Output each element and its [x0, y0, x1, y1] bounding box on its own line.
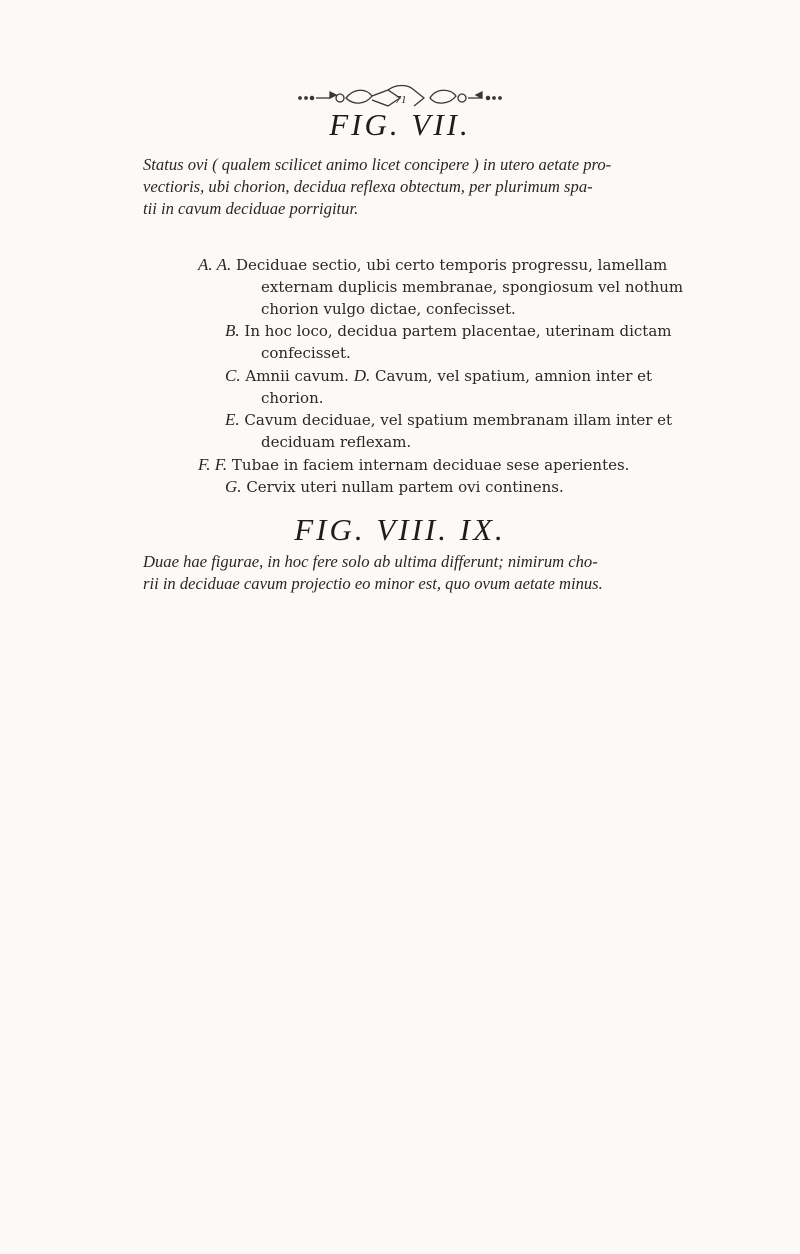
figure-7-caption	[143, 154, 763, 220]
figure-8-9-caption	[143, 551, 763, 595]
legend-text: In hoc loco, decidua partem placentae, uterinam dictam	[244, 322, 672, 340]
legend-key: C.	[225, 366, 241, 385]
legend-text: externam duplicis membranae, spongiosum vel nothum	[261, 278, 684, 296]
legend-text: Tubae in faciem internam deciduae sese aperientes.	[231, 456, 630, 474]
legend-text: Amnii cavum.	[245, 367, 349, 385]
legend-text: deciduam reflexam.	[261, 433, 412, 451]
figure-7-heading: FIG. VII.	[329, 107, 471, 142]
page-number: 71	[395, 94, 407, 106]
legend-key: D.	[353, 366, 371, 385]
legend-key: G.	[225, 477, 242, 496]
legend-key: F. F.	[198, 455, 228, 474]
legend-text: confecisset.	[261, 344, 351, 362]
legend-text: chorion.	[261, 389, 324, 407]
legend-text: Cavum deciduae, vel spatium membranam illam inter et	[244, 411, 673, 429]
legend-key: E.	[225, 410, 240, 429]
caption-line: rii in deciduae cavum projectio eo minor est, quo ovum aetate minus.	[143, 574, 603, 593]
legend-text: Deciduae sectio, ubi certo temporis progressu, lamellam	[236, 256, 668, 274]
legend-text: Cervix uteri nullam partem ovi continens.	[246, 478, 564, 496]
figure-8-9-heading: FIG. VIII. IX.	[294, 512, 506, 547]
caption-line: tii in cavum deciduae porrigitur.	[143, 199, 359, 218]
legend-text: chorion vulgo dictae, confecisset.	[261, 300, 516, 318]
legend-key: A. A.	[198, 255, 232, 274]
legend-text: Cavum, vel spatium, amnion inter et	[375, 367, 653, 385]
caption-line: Duae hae figurae, in hoc fere solo ab ultima differunt; nimirum cho-	[143, 552, 598, 571]
caption-line: vectioris, ubi chorion, decidua reflexa obtectum, per plurimum spa-	[143, 177, 593, 196]
legend-key: B.	[225, 321, 240, 340]
caption-line: Status ovi ( qualem scilicet animo licet concipere ) in utero aetate pro-	[143, 155, 612, 174]
